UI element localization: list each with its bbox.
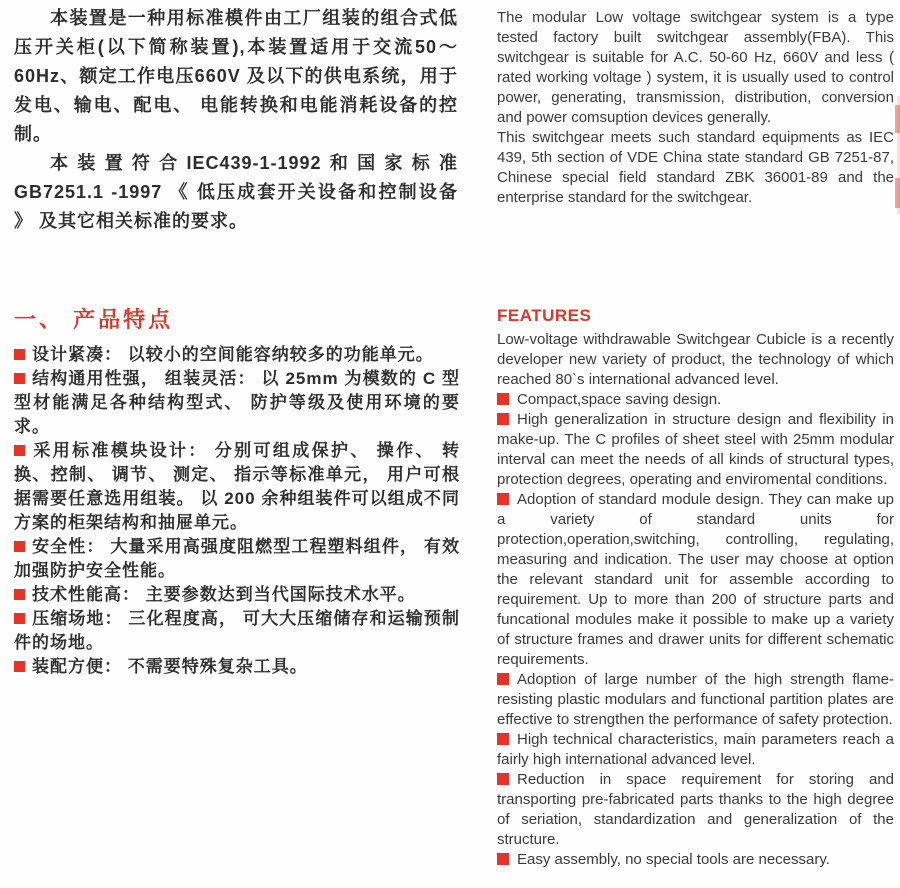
feature-item xyxy=(497,670,894,730)
bullet-square-icon xyxy=(14,373,25,384)
bullet-square-icon xyxy=(497,493,509,505)
bullet-square-icon xyxy=(14,541,25,552)
feature-item xyxy=(14,535,460,583)
bullet-square-icon xyxy=(14,445,25,456)
feature-text: 压缩场地： 三化程度高， 可大大压缩储存和运输预制件的场地。 xyxy=(14,609,460,652)
feature-text: 装配方便： 不需要特殊复杂工具。 xyxy=(32,657,308,676)
feature-item xyxy=(14,439,460,535)
feature-text: 技术性能高： 主要参数达到当代国际技术水平。 xyxy=(32,585,416,604)
feature-text: Adoption of standard module design. They can make up a variety of standard units for protection,operation,switching, controlling, regulating, measuring and indication. The user may choose at option the relevant standard unit for assemble according to requirement. Up to more than 200 of structure parts and funcational modules make it possible to make up a variety of structure frames and drawer units for different schematic requirements. xyxy=(497,491,894,668)
feature-text: 结构通用性强， 组装灵活： 以 25mm 为模数的 C 型型材能满足各种结构型式、 防护等级及使用环境的要求。 xyxy=(14,369,460,436)
features-heading-en: FEATURES xyxy=(497,306,592,325)
feature-item xyxy=(497,390,894,410)
feature-item xyxy=(14,583,460,607)
feature-item xyxy=(497,730,894,770)
feature-text: Reduction in space requirement for storing and transporting pre-fabricated parts thanks to the high degree of seriation, standardization and generalization of the structure. xyxy=(497,771,894,848)
feature-text: High technical characteristics, main parameters reach a fairly high international advanced level. xyxy=(497,731,894,768)
feature-text: Compact,space saving design. xyxy=(517,391,722,408)
bullet-square-icon xyxy=(497,733,509,745)
feature-text: Adoption of large number of the high strength flame-resisting plastic modulars and functional partition plates are effective to strengthen the performance of safety protection. xyxy=(497,671,894,728)
bullet-square-icon xyxy=(497,413,509,425)
english-features-section xyxy=(497,306,894,870)
feature-text: 设计紧凑： 以较小的空间能容纳较多的功能单元。 xyxy=(32,345,434,364)
bullet-square-icon xyxy=(14,349,25,360)
product-features-heading-cn: 一、 产品特点 xyxy=(14,307,174,332)
feature-item xyxy=(497,490,894,670)
english-intro-paragraph: The modular Low voltage switchgear system is a type tested factory built switchgear assembly(FBA). This switchgear is suitable for A.C. 50-60 Hz, 660V and less ( rated working voltage ) system, it is usually used to control power, generating, transmission, distribution, conversion and power comsuption devices generally. xyxy=(497,9,894,126)
chinese-features-section xyxy=(14,303,460,679)
feature-text: Easy assembly, no special tools are necessary. xyxy=(517,851,830,868)
bullet-square-icon xyxy=(497,773,509,785)
page-edge-mark xyxy=(895,105,900,133)
page-edge-mark xyxy=(895,178,900,208)
bullet-square-icon xyxy=(497,393,509,405)
feature-item xyxy=(497,770,894,850)
feature-text: 安全性： 大量采用高强度阻燃型工程塑料组件， 有效加强防护安全性能。 xyxy=(14,537,460,580)
bullet-square-icon xyxy=(14,661,25,672)
chinese-intro-paragraph: 本装置符合IEC439-1-1992和国家标准 GB7251.1 -1997 《 低压成套开关设备和控制设备 》 及其它相关标准的要求。 xyxy=(14,153,458,231)
feature-item xyxy=(14,655,460,679)
bullet-square-icon xyxy=(497,673,509,685)
feature-item xyxy=(14,343,460,367)
bullet-square-icon xyxy=(14,613,25,624)
bullet-square-icon xyxy=(14,589,25,600)
english-intro-section xyxy=(497,8,894,208)
feature-item xyxy=(497,410,894,490)
feature-text: High generalization in structure design and flexibility in make-up. The C profiles of sheet steel with 25mm modular interval can meet the needs of all kinds of structural types, protection degrees, operating and enviromental conditions. xyxy=(497,411,894,488)
chinese-intro-paragraph: 本装置是一种用标准模件由工厂组装的组合式低压开关柜(以下简称装置),本装置适用于交流50～60Hz、额定工作电压660V 及以下的供电系统，用于发电、输电、配电、 电能转换和电能消耗设备的控制。 xyxy=(14,8,458,144)
feature-item xyxy=(14,607,460,655)
feature-item xyxy=(14,367,460,439)
chinese-intro-section xyxy=(14,4,458,236)
feature-item xyxy=(497,850,894,870)
english-intro-paragraph: This switchgear meets such standard equipments as IEC 439, 5th section of VDE China state standard GB 7251-87, Chinese special field standard ZBK 36001-89 and the enterprise standard for the switchgear. xyxy=(497,129,894,206)
bullet-square-icon xyxy=(497,853,509,865)
features-intro-text: Low-voltage withdrawable Switchgear Cubicle is a recently developer new variety of product, the technology of which reached 80`s international advanced level. xyxy=(497,331,894,388)
feature-text: 采用标准模块设计： 分别可组成保护、 操作、 转换、控制、 调节、 测定、 指示等标准单元， 用户可根据需要任意选用组装。 以 200 余种组装件可以组成不同方案的柜架结构和抽屉单元。 xyxy=(14,441,460,532)
